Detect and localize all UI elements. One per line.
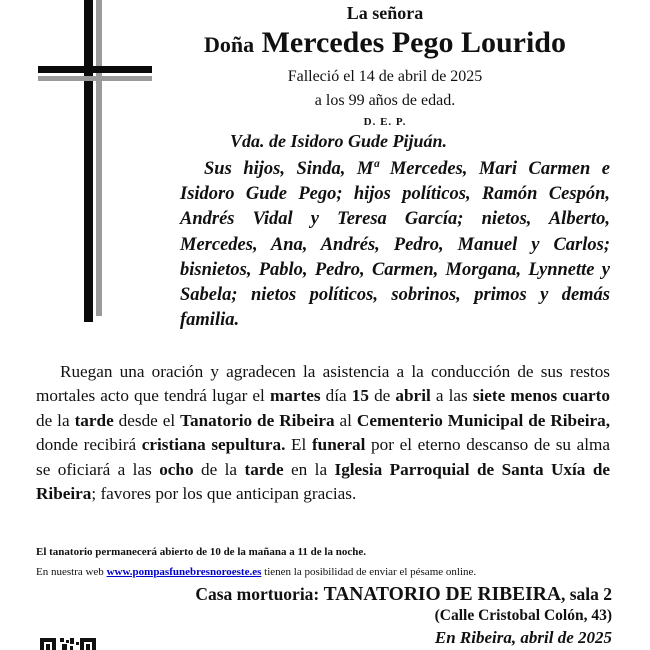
body-text: de la [201, 459, 238, 479]
body-text: donde recibirá [36, 435, 137, 455]
body-text: por el eterno descanso de su alma se oficiará a las [36, 435, 611, 479]
church-name: Iglesia Parroquial de Santa Uxía de Ribeira [36, 459, 611, 504]
body-text: en la [291, 459, 328, 479]
funeral-word: funeral [311, 435, 366, 455]
home-room: , sala 2 [560, 584, 612, 604]
venue-name: Tanatorio de Ribeira [180, 410, 335, 430]
cross-shadow-horizontal [38, 76, 152, 81]
web-suffix: tienen la posibilidad de enviar el pésame online. [264, 566, 477, 578]
body-text: al [339, 410, 352, 430]
cemetery-name: Cementerio Municipal de Ribeira, [356, 410, 611, 430]
dep-line: D. E. P. [363, 116, 407, 128]
body-text: ; favores por los que anticipan gracias. [91, 484, 357, 504]
body-text: Ruegan una oración y agradecen la asistencia a la conducción de sus restos mortales acto que tendrá lugar el [36, 362, 610, 406]
ceremony-period: tarde [74, 410, 114, 430]
salutation: La señora [346, 3, 424, 23]
body-text: de [374, 386, 391, 406]
body-text: de la [36, 410, 70, 430]
cross-bar [38, 66, 152, 73]
body-text: desde el [118, 410, 176, 430]
ceremony-time: siete menos cuarto [472, 386, 610, 406]
ceremony-date: 15 [351, 386, 369, 406]
funeral-home-line [100, 584, 612, 606]
ceremony-paragraph [36, 360, 610, 506]
widow-line: Vda. de Isidoro Gude Pijuán. [230, 131, 448, 151]
burial-text: cristiana sepultura. [141, 435, 286, 455]
body-text: El [291, 435, 307, 455]
title-prefix: Doña [203, 32, 255, 57]
web-prefix: En nuestra web [36, 566, 104, 578]
family-paragraph [180, 157, 610, 333]
website-link[interactable]: www.pompasfunebresnoroeste.es [106, 566, 262, 578]
signoff: En Ribeira, abril de 2025 [434, 628, 612, 647]
cross-icon [84, 0, 93, 322]
cross-shadow-vertical [96, 0, 102, 316]
home-place: TANATORIO DE RIBEIRA [323, 584, 561, 605]
death-date: Falleció el 14 de abril de 2025 [287, 68, 483, 85]
home-label: Casa mortuoria: [195, 584, 320, 604]
body-text: día [325, 386, 347, 406]
ceremony-month: abril [395, 386, 431, 406]
qr-code-icon [40, 634, 140, 650]
deceased-name: Mercedes Pego Lourido [261, 26, 566, 59]
street-address: (Calle Cristobal Colón, 43) [434, 607, 612, 624]
body-text: a las [435, 386, 468, 406]
deceased-name-line [160, 26, 610, 60]
funeral-period: tarde [244, 459, 284, 479]
family-text: Sus hijos, Sinda, Mª Mercedes, Mari Carmen e Isidoro Gude Pego; hijos políticos, Ramón Cespón, Andrés Vidal y Teresa García; nietos, Alberto, Mercedes, Ana, Andrés, Pedro, Manuel y Carlos; bisnietos, Pablo, Pedro, Carmen, Morgana, Lynnette y Sabela; nietos políticos, sobrinos, primos y demás familia. [180, 159, 610, 331]
web-note [36, 566, 476, 578]
tanatorio-hours: El tanatorio permanecerá abierto de 10 de la mañana a 11 de la noche. [36, 546, 366, 558]
funeral-time: ocho [159, 459, 194, 479]
ceremony-day: martes [269, 386, 321, 406]
age-line: a los 99 años de edad. [314, 92, 456, 109]
